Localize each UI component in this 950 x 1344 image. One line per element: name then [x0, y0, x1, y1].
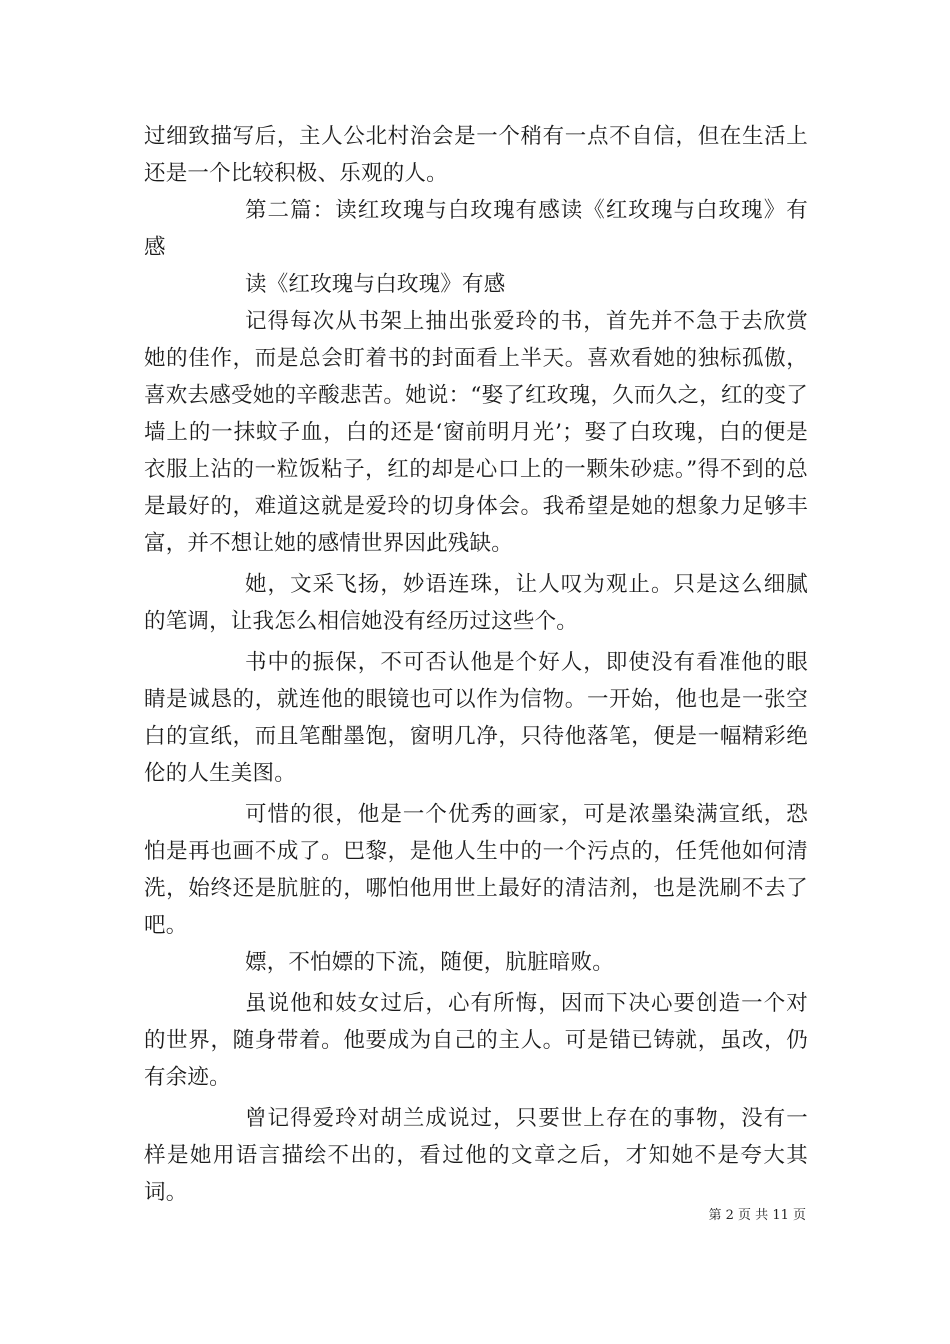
paragraph-continuation: 过细致描写后，主人公北村治会是一个稍有一点不自信，但在生活上还是一个比较积极、乐观的人。 [144, 124, 808, 186]
paragraph: 虽说他和妓女过后，心有所悔，因而下决心要创造一个对的世界，随身带着。他要成为自己的主人。可是错已铸就，虽改，仍有余迹。 [144, 991, 808, 1090]
paragraph: 她，文采飞扬，妙语连珠，让人叹为观止。只是这么细腻的笔调，让我怎么相信她没有经历过这些个。 [144, 572, 808, 634]
paragraph: 曾记得爱玲对胡兰成说过，只要世上存在的事物，没有一样是她用语言描绘不出的，看过他的文章之后，才知她不是夸大其词。 [144, 1106, 808, 1205]
paragraph: 可惜的很，他是一个优秀的画家，可是浓墨染满宣纸，恐怕是再也画不成了。巴黎，是他人生中的一个污点的，任凭他如何清洗，始终还是肮脏的，哪怕他用世上最好的清洁剂，也是洗刷不去了吧。 [144, 802, 808, 938]
paragraph: 嫖，不怕嫖的下流，随便，肮脏暗败。 [245, 950, 614, 975]
paragraph: 书中的振保，不可否认他是个好人，即使没有看准他的眼睛是诚恳的，就连他的眼镜也可以作为信物。一开始，他也是一张空白的宣纸，而且笔酣墨饱，窗明几净，只待他落笔，便是一幅精彩绝伦的人生美图。 [144, 650, 808, 786]
article-title: 读《红玫瑰与白玫瑰》有感 [245, 272, 506, 297]
document-body [144, 118, 808, 1211]
paragraph: 记得每次从书架上抽出张爱玲的书，首先并不急于去欣赏她的佳作，而是总会盯着书的封面看上半天。喜欢看她的独标孤傲，喜欢去感受她的辛酸悲苦。她说：“娶了红玫瑰，久而久之，红的变了墙上的一抹蚊子血，白的还是‘窗前明月光’；娶了白玫瑰，白的便是衣服上沾的一粒饭粘子，红的却是心口上的一颗朱砂痣。”得不到的总是最好的，难道这就是爱玲的切身体会。我希望是她的想象力足够丰富，并不想让她的感情世界因此残缺。 [144, 309, 808, 556]
page-number: 第 2 页 共 11 页 [708, 1208, 806, 1223]
section-heading: 第二篇：读红玫瑰与白玫瑰有感读《红玫瑰与白玫瑰》有感 [144, 198, 808, 260]
